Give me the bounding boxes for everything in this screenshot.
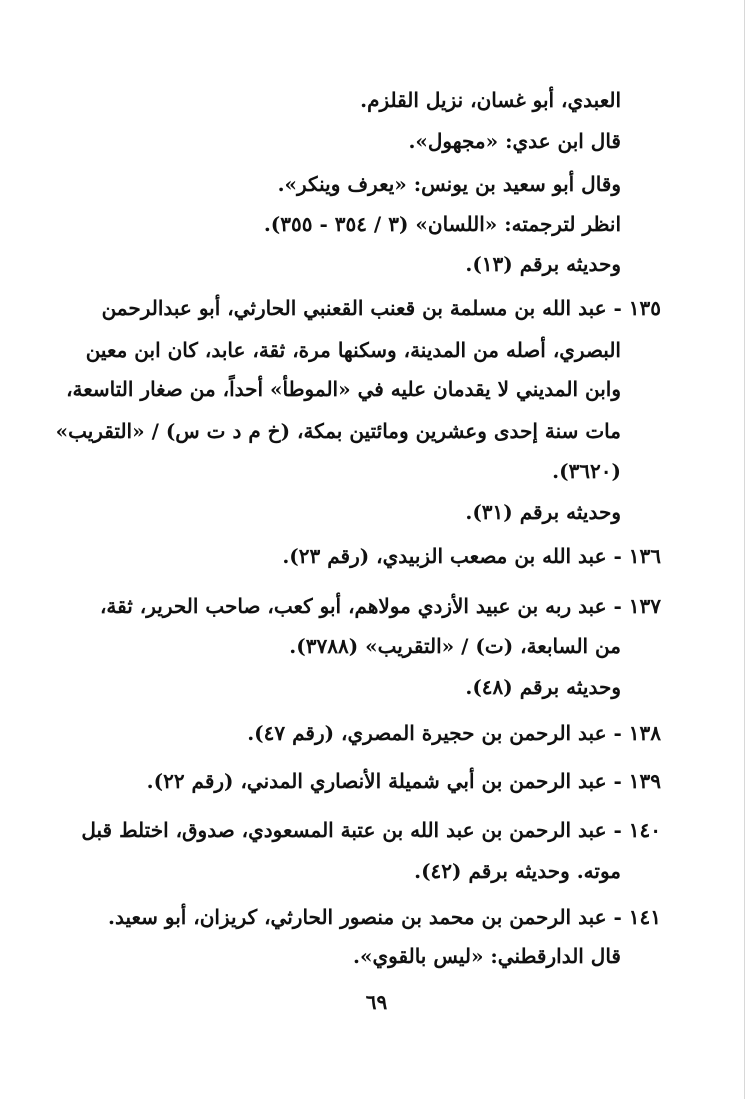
text-line: مات سنة إحدى وعشرين ومائتين بمكة، (خ م د ت س) / «التقريب» (55, 419, 621, 443)
text-line: انظر لترجمته: «اللسان» (٣ / ٣٥٤ - ٣٥٥). (263, 212, 621, 236)
page-number: ٦٩ (365, 990, 388, 1014)
entry-137-heading: ١٣٧ - عبد ربه بن عبيد الأزدي مولاهم، أبو كعب، صاحب الحرير، ثقة، (99, 594, 661, 618)
text-line: وابن المديني لا يقدمان عليه في «الموطأ» أحداً، من صغار التاسعة، (66, 377, 621, 401)
text-line: من السابعة، (ت) / «التقريب» (٣٧٨٨). (289, 634, 621, 658)
text-line: البصري، أصله من المدينة، وسكنها مرة، ثقة، عابد، كان ابن معين (85, 338, 621, 362)
text-line: قال الدارقطني: «ليس بالقوي». (353, 944, 621, 968)
entry-141-heading: ١٤١ - عبد الرحمن بن محمد بن منصور الحارثي، كريزان، أبو سعيد. (108, 905, 661, 929)
entry-136-heading: ١٣٦ - عبد الله بن مصعب الزبيدي، (رقم ٢٣). (282, 544, 661, 568)
text-line: العبدي، أبو غسان، نزيل القلزم. (360, 88, 621, 112)
entry-139-heading: ١٣٩ - عبد الرحمن بن أبي شميلة الأنصاري المدني، (رقم ٢٢). (146, 769, 661, 793)
text-line: موته. وحديثه برقم (٤٢). (414, 859, 621, 883)
text-line: قال ابن عدي: «مجهول». (408, 129, 621, 153)
text-line: وحديثه برقم (٣١). (465, 500, 621, 524)
entry-140-heading: ١٤٠ - عبد الرحمن بن عبد الله بن عتبة المسعودي، صدوق، اختلط قبل (81, 818, 661, 842)
text-line: وقال أبو سعيد بن يونس: «يعرف وينكر». (277, 172, 621, 196)
text-line: وحديثه برقم (١٣). (465, 252, 621, 276)
text-line: (٣٦٢٠). (552, 459, 621, 483)
entry-138-heading: ١٣٨ - عبد الرحمن بن حجيرة المصري، (رقم ٤٧). (247, 721, 661, 745)
text-line: وحديثه برقم (٤٨). (465, 675, 621, 699)
entry-135-heading: ١٣٥ - عبد الله بن مسلمة بن قعنب القعنبي الحارثي، أبو عبدالرحمن (101, 296, 661, 320)
